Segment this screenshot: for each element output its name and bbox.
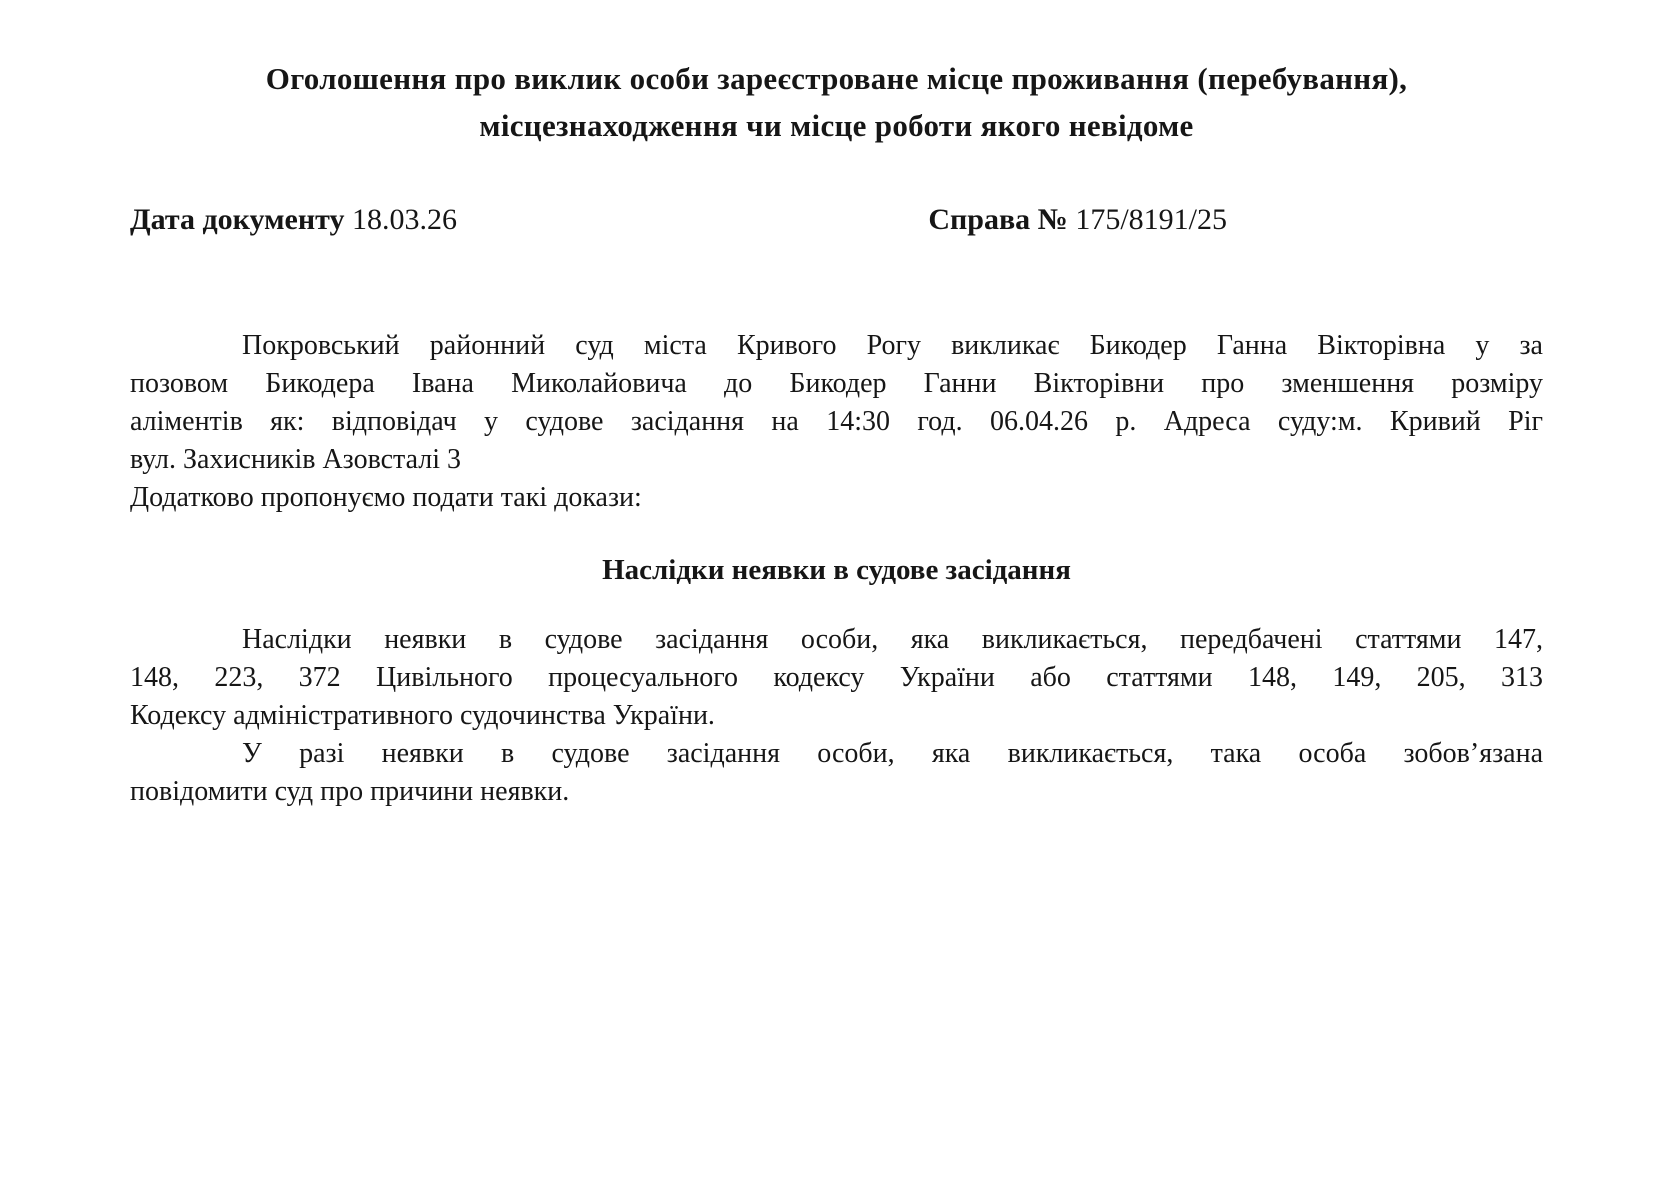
court-address-line: вул. Захисників Азовсталі 3: [130, 444, 462, 475]
evidence-request-line: Додатково пропонуємо подати такі докази:: [130, 482, 642, 513]
document-date-value: 18.03.26: [351, 203, 457, 236]
summons-line-2: позовом Бикодера Івана Миколайовича до Бикодер Ганни Вікторівни про зменшення розміру: [130, 368, 1543, 399]
case-number-value: 175/8191/25: [1075, 203, 1227, 236]
summons-paragraph: [130, 327, 1543, 517]
consequences-line-3: Кодексу адміністративного судочинства України.: [130, 700, 715, 731]
consequences-line-2: 148, 223, 372 Цивільного процесуального кодексу України або статтями 148, 149, 205, 313: [130, 662, 1543, 693]
consequences-paragraph: [130, 621, 1543, 735]
document-date: [130, 203, 928, 237]
document-title-line-1: Оголошення про виклик особи зареєстроване місце проживання (перебування),: [265, 61, 1408, 96]
consequences-line-1: Наслідки неявки в судове засідання особи, яка викликається, передбачені статтями 147,: [242, 624, 1543, 655]
obligation-line-1: У разі неявки в судове засідання особи, яка викликається, така особа зобов’язана: [242, 738, 1543, 769]
section-heading: Наслідки неявки в судове засідання: [602, 554, 1071, 586]
document-date-label: Дата документу: [130, 203, 345, 236]
meta-row: [130, 203, 1543, 237]
obligation-paragraph: [130, 735, 1543, 811]
summons-line-1: Покровський районний суд міста Кривого Рогу викликає Бикодер Ганна Вікторівна у за: [242, 330, 1543, 361]
summons-line-3: аліментів як: відповідач у судове засідання на 14:30 год. 06.04.26 р. Адреса суду:м. Кривий Ріг: [130, 406, 1543, 437]
case-number: [928, 203, 1543, 237]
case-number-label: Справа №: [928, 203, 1068, 236]
document-title-line-2: місцезнаходження чи місце роботи якого невідоме: [479, 108, 1194, 143]
document-title: [130, 55, 1543, 149]
obligation-line-2: повідомити суд про причини неявки.: [130, 776, 570, 807]
